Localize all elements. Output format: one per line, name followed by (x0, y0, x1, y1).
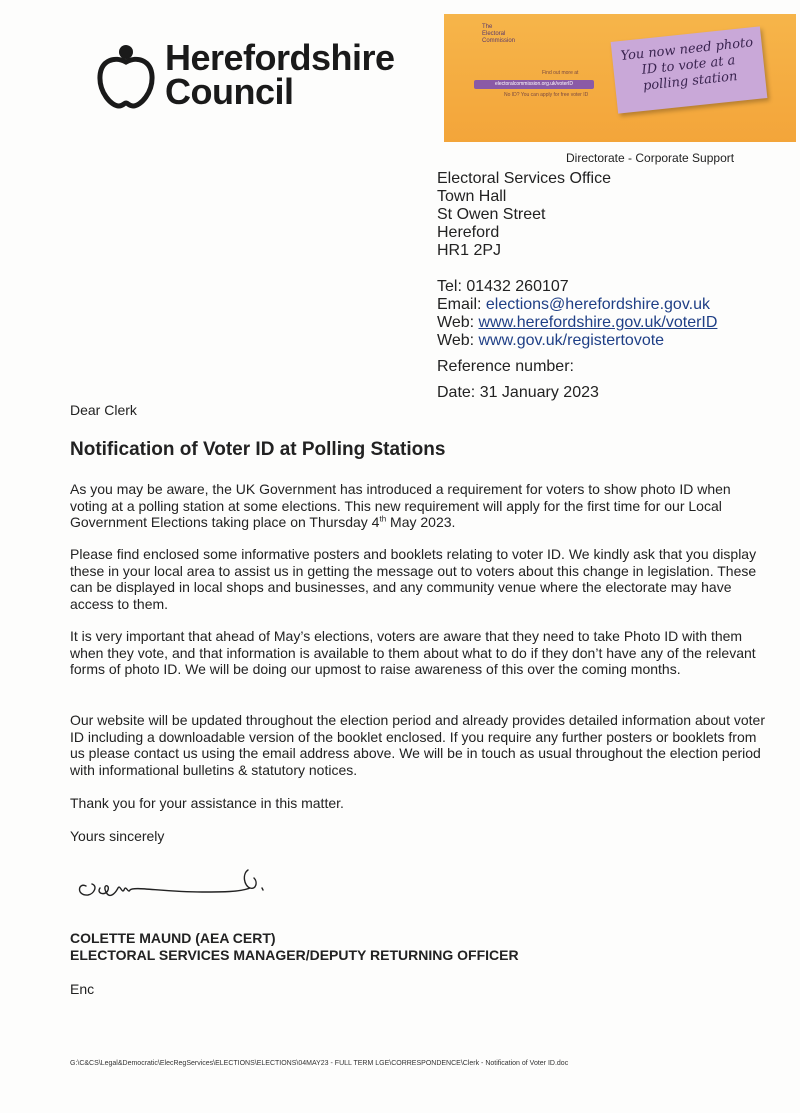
web-line-2 (437, 332, 664, 350)
banner-small-text: Find out more at (542, 70, 579, 76)
banner-url: electoralcommission.org.uk/voterID (474, 80, 594, 89)
address-line: Town Hall (437, 188, 507, 205)
greeting: Dear Clerk (70, 402, 137, 418)
email-line (437, 296, 710, 314)
logo-wordmark (165, 37, 395, 112)
address-line: Hereford (437, 224, 500, 241)
sticky-note (611, 26, 768, 113)
letter-title: Notification of Voter ID at Polling Stations (70, 439, 446, 460)
electoral-commission-logo (482, 24, 515, 45)
directorate: Directorate - Corporate Support (566, 151, 735, 165)
council-logo (95, 37, 395, 112)
enclosure-note: Enc (70, 981, 95, 997)
p1-superscript: th (379, 514, 387, 524)
signatory-title: ELECTORAL SERVICES MANAGER/DEPUTY RETURNING OFFICER (70, 947, 519, 963)
web-line-1 (437, 314, 717, 332)
paragraph-5: Thank you for your assistance in this matter. (70, 795, 344, 811)
letter-date: Date: 31 January 2023 (437, 384, 599, 401)
apple-icon (95, 40, 157, 110)
web-label: Web: (437, 332, 479, 349)
banner-small-text-2: No ID? You can apply for free voter ID (504, 92, 589, 98)
ec-line1: The (482, 24, 493, 30)
email-link[interactable]: elections@herefordshire.gov.uk (485, 296, 710, 313)
p1-text-end: May 2023. (386, 514, 456, 530)
handwritten-signature (72, 862, 272, 904)
closing: Yours sincerely (70, 828, 165, 844)
web-link-voter-id[interactable]: www.herefordshire.gov.uk/voterID (478, 314, 718, 331)
paragraph-4: Our website will be updated throughout the election period and already provides detailed information about voter ID including a downloadable version of the booklet enclosed. If you require any further posters or booklets from us please contact us using the email address above. We will be in touch as usual throughout the election period with informational bulletins & statutory notices. (70, 712, 765, 778)
signatory-name: COLETTE MAUND (AEA CERT) (70, 930, 276, 946)
sticky-note-text: You now need photo ID to vote at a polling station (619, 35, 754, 94)
web-link-register[interactable]: www.gov.uk/registertovote (478, 332, 665, 349)
p1-text: As you may be aware, the UK Government has introduced a requirement for voters to show photo ID when voting at a polling station at some elections. This new requirement will apply for the first time for our Local Government Elections taking place on Thursday 4 (70, 481, 731, 530)
web-label: Web: (437, 314, 479, 331)
telephone: Tel: 01432 260107 (437, 278, 569, 295)
address-line: St Owen Street (437, 206, 546, 223)
reference-number: Reference number: (437, 358, 574, 375)
email-label: Email: (437, 296, 486, 313)
voter-id-banner (444, 14, 796, 142)
address-line: Electoral Services Office (437, 170, 611, 187)
paragraph-1 (70, 481, 770, 531)
paragraph-3: It is very important that ahead of May’s elections, voters are aware that they need to take Photo ID with them when they vote, and that information is available to them about what to do if they don’t have any of the relevant forms of photo ID. We will be doing our upmost to raise awareness of this over the coming months. (70, 628, 756, 677)
ec-line2: Electoral (482, 31, 506, 37)
address-line: HR1 2PJ (437, 242, 502, 259)
logo-text-line1: Herefordshire (165, 37, 395, 78)
ec-line3: Commission (482, 38, 516, 44)
logo-text-line2: Council (165, 71, 294, 112)
paragraph-2: Please find enclosed some informative posters and booklets relating to voter ID. We kindly ask that you display these in your local area to assist us in getting the message out to voters about this change in legislation. These can be displayed in local shops and businesses, and any community venue where the electorate may have access to them. (70, 546, 757, 612)
document-path-footer: G:\C&CS\Legal&Democratic\ElecRegServices\ELECTIONS\ELECTIONS\04MAY23 - FULL TERM LGE\CORRESPONDENCE\Clerk - Notification of Voter ID.doc (70, 1060, 569, 1067)
